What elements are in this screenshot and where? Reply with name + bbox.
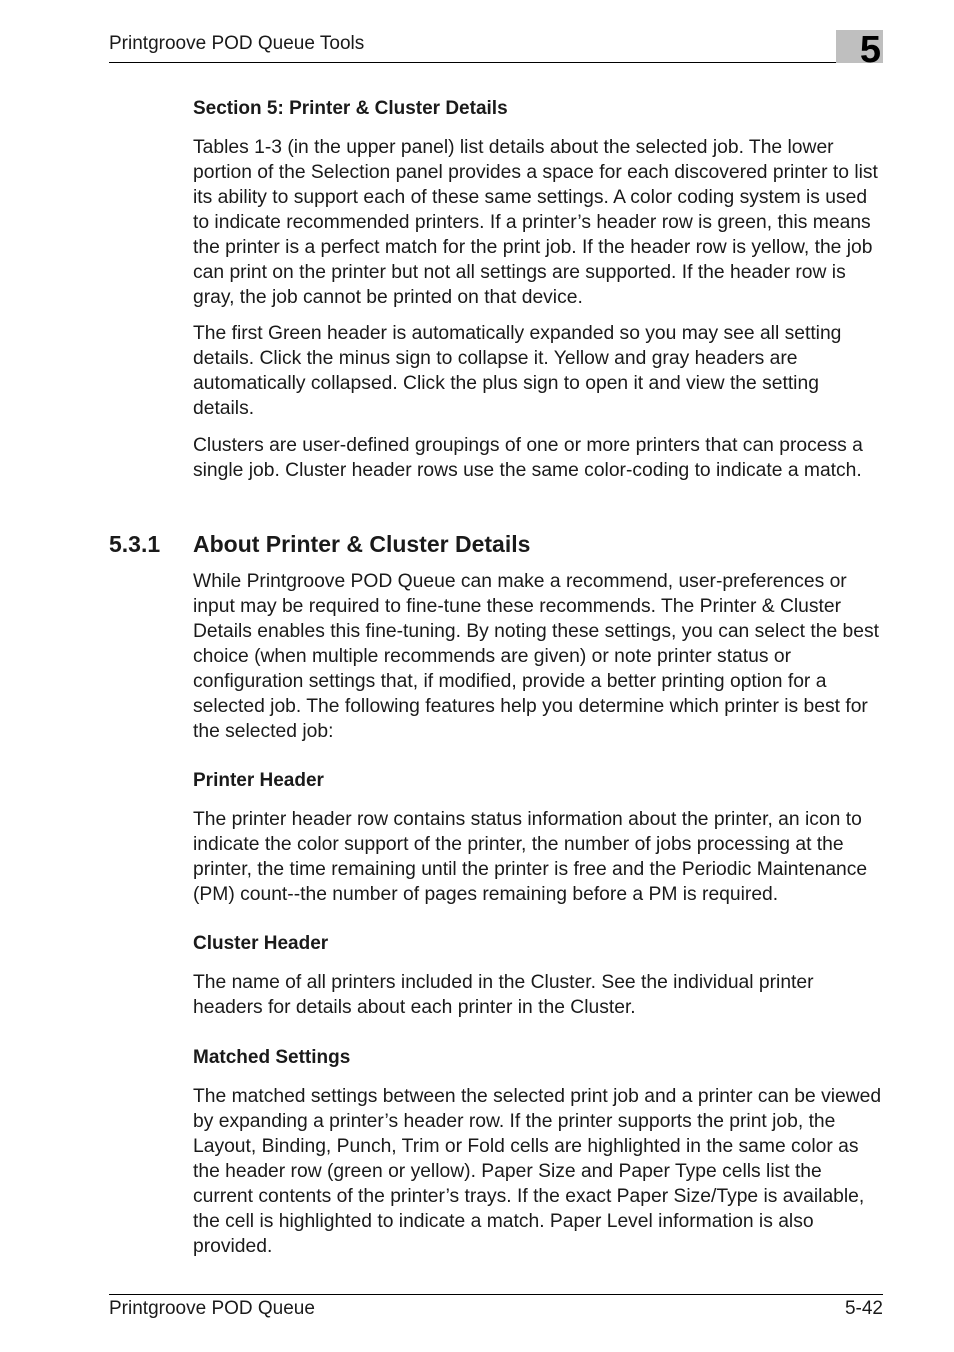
section-5-block (193, 96, 883, 121)
cluster-header-title: Cluster Header (193, 933, 329, 954)
section-5-paragraph-1-block (193, 135, 883, 310)
matched-settings-text-block (193, 1084, 883, 1259)
section-number: 5.3.1 (109, 531, 161, 557)
matched-settings-text: The matched settings between the selected print job and a printer can be viewed by expanding a printer’s header row. If the printer supports the print job, the Layout, Binding, Punch, Trim or Fold cells are highlighted in the same color as the header row (green or yellow). Paper Size and Paper Type cells list the current contents of the printer’s trays. If the exact Paper Size/Type is available, the cell is highlighted to indicate a match. Paper Level information is also provided. (193, 1086, 882, 1257)
printer-header-text: The printer header row contains status information about the printer, an icon to indicate the color support of the printer, the number of jobs processing at the printer, the time remaining until the printer is free and the Periodic Maintenance (PM) count--the number of pages remaining before a PM is required. (193, 809, 868, 905)
section-5-paragraph-1: Tables 1-3 (in the upper panel) list details about the selected job. The lower portion of the Selection panel provides a space for each discovered printer to list its ability to support each of these same settings. A color coding system is used to indicate recommended printers. If a printer’s header row is green, this means the printer is a perfect match for the print job. If the header row is yellow, the job can print on the printer but not all settings are supported. If the header row is gray, the job cannot be printed on that device. (193, 137, 878, 308)
section-5-paragraph-2: The first Green header is automatically expanded so you may see all setting details. Click the minus sign to collapse it. Yellow and gray headers are automatically collapsed. Click the plus sign to open it and view the setting details. (193, 323, 842, 419)
section-5-3-1-intro-block (193, 569, 883, 744)
footer-page-number: 5-42 (844, 1298, 883, 1319)
section-5-3-1-heading (109, 529, 530, 559)
running-header-title: Printgroove POD Queue Tools (109, 33, 365, 54)
section-5-heading: Section 5: Printer & Cluster Details (193, 98, 508, 119)
cluster-header-text-block (193, 970, 883, 1020)
cluster-header-block (193, 931, 883, 956)
chapter-number-tab: 5 (836, 30, 883, 63)
section-5-3-1-intro: While Printgroove POD Queue can make a recommend, user-preferences or input may be required to fine-tune these recommends. The Printer & Cluster Details enables this fine-tuning. By noting these settings, you can select the best choice (when multiple recommends are given) or note printer status or configuration settings that, if modified, provide a better printing option for a selected job. The following features help you determine which printer is best for the selected job: (193, 571, 879, 742)
matched-settings-title: Matched Settings (193, 1047, 351, 1068)
cluster-header-text: The name of all printers included in the Cluster. See the individual printer headers for details about each printer in the Cluster. (193, 972, 814, 1018)
section-title: About Printer & Cluster Details (193, 531, 531, 557)
matched-settings-block (193, 1045, 883, 1070)
footer-divider (109, 1294, 883, 1295)
header-divider (109, 62, 883, 63)
printer-header-title: Printer Header (193, 770, 324, 791)
footer-product-name: Printgroove POD Queue (109, 1298, 315, 1319)
printer-header-block (193, 768, 883, 793)
section-5-paragraph-3-block (193, 433, 883, 483)
section-5-paragraph-3: Clusters are user-defined groupings of one or more printers that can process a single job. Cluster header rows use the same color-coding to indicate a match. (193, 435, 863, 481)
section-5-paragraph-2-block (193, 321, 883, 421)
printer-header-text-block (193, 807, 883, 907)
